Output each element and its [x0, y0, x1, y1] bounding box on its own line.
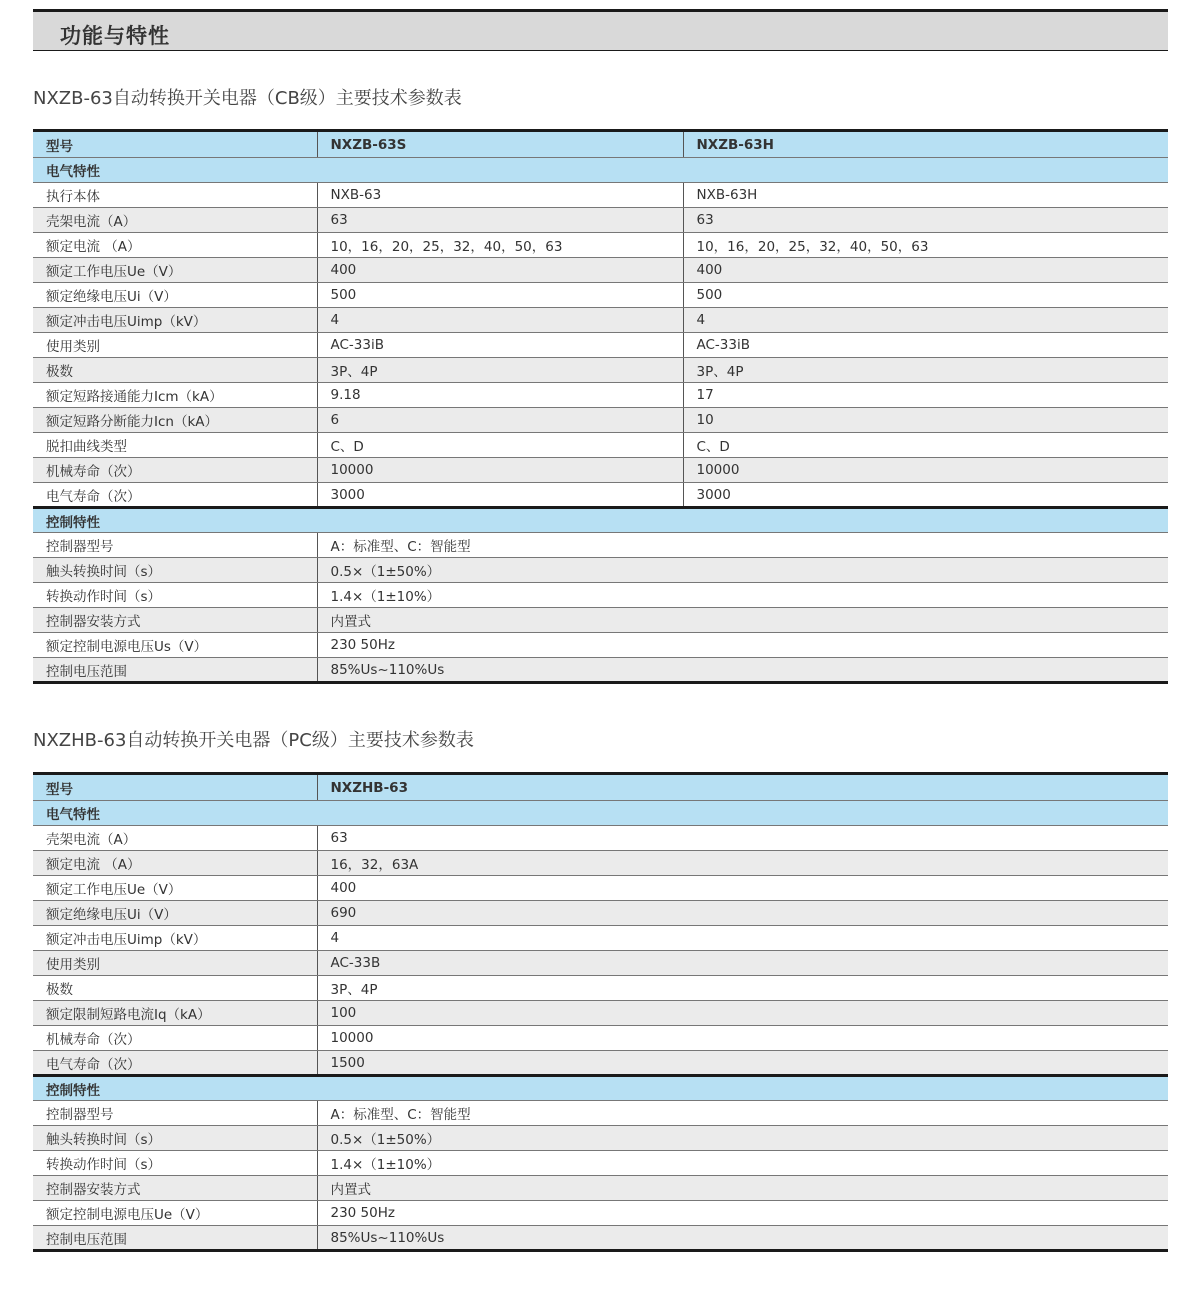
param-value-cell: NXB-63H: [683, 183, 1168, 208]
param-value-cell: 6: [317, 408, 683, 433]
group-row: [33, 508, 1168, 533]
header-label-model: 型号: [33, 131, 317, 158]
param-name-cell: 脱扣曲线类型: [33, 433, 317, 458]
param-value-cell: 230 50Hz: [317, 633, 1168, 658]
param-value-cell: 500: [317, 283, 683, 308]
param-name-cell: 触头转换时间（s）: [33, 1126, 317, 1151]
param-name-cell: 额定电流 （A）: [33, 233, 317, 258]
param-value-cell: 内置式: [317, 1176, 1168, 1201]
table-row: [33, 608, 1168, 633]
param-name-cell: 额定工作电压Ue（V）: [33, 876, 317, 901]
param-name-cell: 使用类别: [33, 951, 317, 976]
param-name-cell: 额定冲击电压Uimp（kV）: [33, 926, 317, 951]
param-name-cell: 额定电流 （A）: [33, 851, 317, 876]
table-row: [33, 1001, 1168, 1026]
param-value-cell: 内置式: [317, 608, 1168, 633]
table-row: [33, 283, 1168, 308]
param-name-cell: 触头转换时间（s）: [33, 558, 317, 583]
param-value-cell: 400: [683, 258, 1168, 283]
table-row: [33, 358, 1168, 383]
table-row: [33, 901, 1168, 926]
param-value-cell: 85%Us~110%Us: [317, 1226, 1168, 1251]
table1-caption: NXZB-63自动转换开关电器（CB级）主要技术参数表: [33, 88, 462, 109]
param-name-cell: 控制器型号: [33, 1101, 317, 1126]
param-name-cell: 额定工作电压Ue（V）: [33, 258, 317, 283]
table2-caption: NXZHB-63自动转换开关电器（PC级）主要技术参数表: [33, 730, 474, 751]
table-row: [33, 1201, 1168, 1226]
param-value-cell: 3000: [683, 483, 1168, 508]
param-name-cell: 机械寿命（次）: [33, 1026, 317, 1051]
param-name-cell: 壳架电流（A）: [33, 826, 317, 851]
param-value-cell: 1.4×（1±10%）: [317, 583, 1168, 608]
param-value-cell: 9.18: [317, 383, 683, 408]
param-value-cell: AC-33iB: [683, 333, 1168, 358]
param-value-cell: AC-33B: [317, 951, 1168, 976]
table-row: [33, 926, 1168, 951]
group-row: [33, 158, 1168, 183]
table-row: [33, 233, 1168, 258]
table-row: [33, 1101, 1168, 1126]
table-row: [33, 383, 1168, 408]
param-value-cell: NXB-63: [317, 183, 683, 208]
group-row: [33, 1076, 1168, 1101]
param-name-cell: 极数: [33, 976, 317, 1001]
header-model-1: NXZHB-63: [317, 774, 1168, 801]
param-value-cell: 4: [317, 926, 1168, 951]
table-row: [33, 951, 1168, 976]
param-value-cell: 400: [317, 876, 1168, 901]
param-value-cell: 16，32，63A: [317, 851, 1168, 876]
param-value-cell: C、D: [317, 433, 683, 458]
table-row: [33, 1126, 1168, 1151]
param-value-cell: AC-33iB: [317, 333, 683, 358]
param-value-cell: 3P、4P: [317, 976, 1168, 1001]
table-row: [33, 1226, 1168, 1251]
param-value-cell: 63: [317, 826, 1168, 851]
param-name-cell: 额定短路接通能力Icm（kA）: [33, 383, 317, 408]
param-value-cell: A：标准型、C：智能型: [317, 1101, 1168, 1126]
param-name-cell: 控制器型号: [33, 533, 317, 558]
param-name-cell: 控制器安装方式: [33, 1176, 317, 1201]
table-row: [33, 658, 1168, 683]
param-value-cell: 100: [317, 1001, 1168, 1026]
param-value-cell: 1.4×（1±10%）: [317, 1151, 1168, 1176]
param-name-cell: 控制电压范围: [33, 1226, 317, 1251]
param-value-cell: 3000: [317, 483, 683, 508]
param-value-cell: 690: [317, 901, 1168, 926]
param-value-cell: 10000: [317, 1026, 1168, 1051]
table-row: [33, 533, 1168, 558]
param-value-cell: 10: [683, 408, 1168, 433]
table-row: [33, 258, 1168, 283]
section-title: 功能与特性: [60, 24, 170, 48]
header-model-1: NXZB-63S: [317, 131, 683, 158]
table-row: [33, 458, 1168, 483]
table-header-row: [33, 131, 1168, 158]
param-name-cell: 转换动作时间（s）: [33, 583, 317, 608]
param-value-cell: C、D: [683, 433, 1168, 458]
table-row: [33, 633, 1168, 658]
table2-spec-table: [33, 772, 1168, 1252]
param-name-cell: 使用类别: [33, 333, 317, 358]
group-row: [33, 801, 1168, 826]
param-value-cell: 3P、4P: [683, 358, 1168, 383]
param-value-cell: 10，16，20，25，32，40，50，63: [683, 233, 1168, 258]
param-name-cell: 转换动作时间（s）: [33, 1151, 317, 1176]
table-row: [33, 483, 1168, 508]
param-name-cell: 电气寿命（次）: [33, 483, 317, 508]
table-row: [33, 433, 1168, 458]
param-name-cell: 机械寿命（次）: [33, 458, 317, 483]
table-row: [33, 1026, 1168, 1051]
param-name-cell: 控制电压范围: [33, 658, 317, 683]
table-row: [33, 308, 1168, 333]
param-value-cell: A：标准型、C：智能型: [317, 533, 1168, 558]
param-value-cell: 500: [683, 283, 1168, 308]
table-row: [33, 208, 1168, 233]
table-row: [33, 583, 1168, 608]
param-value-cell: 17: [683, 383, 1168, 408]
section-header: [33, 9, 1168, 51]
param-name-cell: 控制器安装方式: [33, 608, 317, 633]
param-value-cell: 0.5×（1±50%）: [317, 558, 1168, 583]
param-value-cell: 4: [683, 308, 1168, 333]
group-title: 电气特性: [33, 158, 1168, 183]
param-name-cell: 极数: [33, 358, 317, 383]
param-value-cell: 3P、4P: [317, 358, 683, 383]
table-row: [33, 876, 1168, 901]
table-row: [33, 851, 1168, 876]
param-value-cell: 4: [317, 308, 683, 333]
param-name-cell: 额定控制电源电压Ue（V）: [33, 1201, 317, 1226]
param-name-cell: 额定限制短路电流Iq（kA）: [33, 1001, 317, 1026]
table-header-row: [33, 774, 1168, 801]
table-row: [33, 558, 1168, 583]
table-row: [33, 1151, 1168, 1176]
param-value-cell: 63: [317, 208, 683, 233]
param-name-cell: 电气寿命（次）: [33, 1051, 317, 1076]
param-value-cell: 0.5×（1±50%）: [317, 1126, 1168, 1151]
param-name-cell: 额定短路分断能力Icn（kA）: [33, 408, 317, 433]
table1-spec-table: [33, 129, 1168, 684]
param-name-cell: 额定冲击电压Uimp（kV）: [33, 308, 317, 333]
param-value-cell: 10000: [317, 458, 683, 483]
table-row: [33, 826, 1168, 851]
param-name-cell: 额定控制电源电压Us（V）: [33, 633, 317, 658]
table-row: [33, 183, 1168, 208]
table-row: [33, 408, 1168, 433]
param-value-cell: 85%Us~110%Us: [317, 658, 1168, 683]
group-title: 电气特性: [33, 801, 1168, 826]
param-value-cell: 230 50Hz: [317, 1201, 1168, 1226]
group-title: 控制特性: [33, 508, 1168, 533]
table-row: [33, 1051, 1168, 1076]
param-value-cell: 63: [683, 208, 1168, 233]
param-value-cell: 1500: [317, 1051, 1168, 1076]
param-name-cell: 额定绝缘电压Ui（V）: [33, 283, 317, 308]
header-label-model: 型号: [33, 774, 317, 801]
param-name-cell: 执行本体: [33, 183, 317, 208]
table-row: [33, 333, 1168, 358]
param-value-cell: 10，16，20，25，32，40，50，63: [317, 233, 683, 258]
group-title: 控制特性: [33, 1076, 1168, 1101]
table-row: [33, 1176, 1168, 1201]
param-value-cell: 400: [317, 258, 683, 283]
param-name-cell: 额定绝缘电压Ui（V）: [33, 901, 317, 926]
param-value-cell: 10000: [683, 458, 1168, 483]
header-model-2: NXZB-63H: [683, 131, 1168, 158]
table-row: [33, 976, 1168, 1001]
param-name-cell: 壳架电流（A）: [33, 208, 317, 233]
